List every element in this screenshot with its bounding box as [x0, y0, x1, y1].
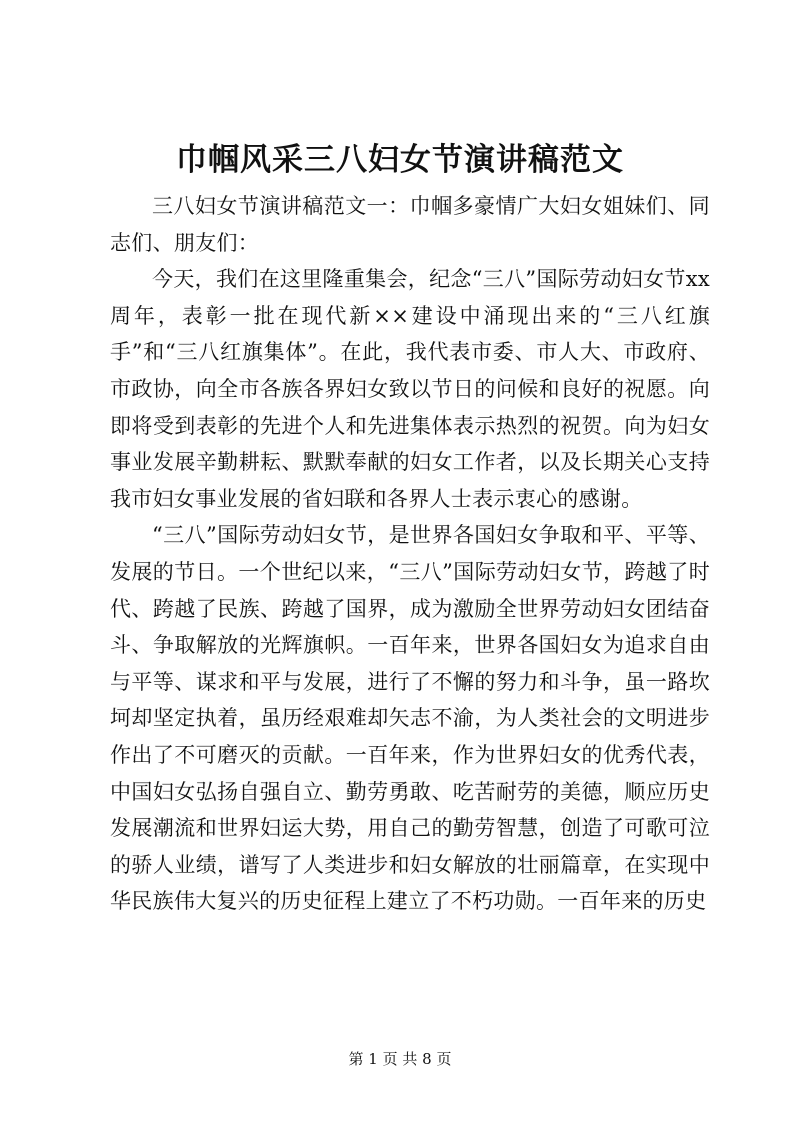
document-body	[110, 188, 710, 920]
paragraph: 三八妇女节演讲稿范文一：巾帼多豪情广大妇女姐妹们、同志们、朋友们：	[110, 194, 710, 255]
page-footer: 第 1 页 共 8 页	[348, 1050, 452, 1068]
paragraph: 今天，我们在这里隆重集会，纪念“三八”国际劳动妇女节xx周年，表彰一批在现代新××建设中涌现出来的“三八红旗手”和“三八红旗集体”。在此，我代表市委、市人大、市政府、市政协，向全市各族各界妇女致以节日的问候和良好的祝愿。向即将受到表彰的先进个人和先进集体表示热烈的祝贺。向为妇女事业发展辛勤耕耘、默默奉献的妇女工作者，以及长期关心支持我市妇女事业发展的省妇联和各界人士表示衷心的感谢。	[110, 267, 710, 511]
page-title: 巾帼风采三八妇女节演讲稿范文	[176, 142, 624, 178]
paragraph: “三八”国际劳动妇女节，是世界各国妇女争取和平、平等、发展的节日。一个世纪以来，“三八”国际劳动妇女节，跨越了时代、跨越了民族、跨越了国界，成为激励全世界劳动妇女团结奋斗、争取解放的光辉旗帜。一百年来，世界各国妇女为追求自由与平等、谋求和平与发展，进行了不懈的努力和斗争，虽一路坎坷却坚定执着，虽历经艰难却矢志不渝，为人类社会的文明进步作出了不可磨灭的贡献。一百年来，作为世界妇女的优秀代表，中国妇女弘扬自强自立、勤劳勇敢、吃苦耐劳的美德，顺应历史发展潮流和世界妇运大势，用自己的勤劳智慧，创造了可歌可泣的骄人业绩，谱写了人类进步和妇女解放的壮丽篇章，在实现中华民族伟大复兴的历史征程上建立了不朽功勋。一百年来的历史	[110, 523, 710, 914]
